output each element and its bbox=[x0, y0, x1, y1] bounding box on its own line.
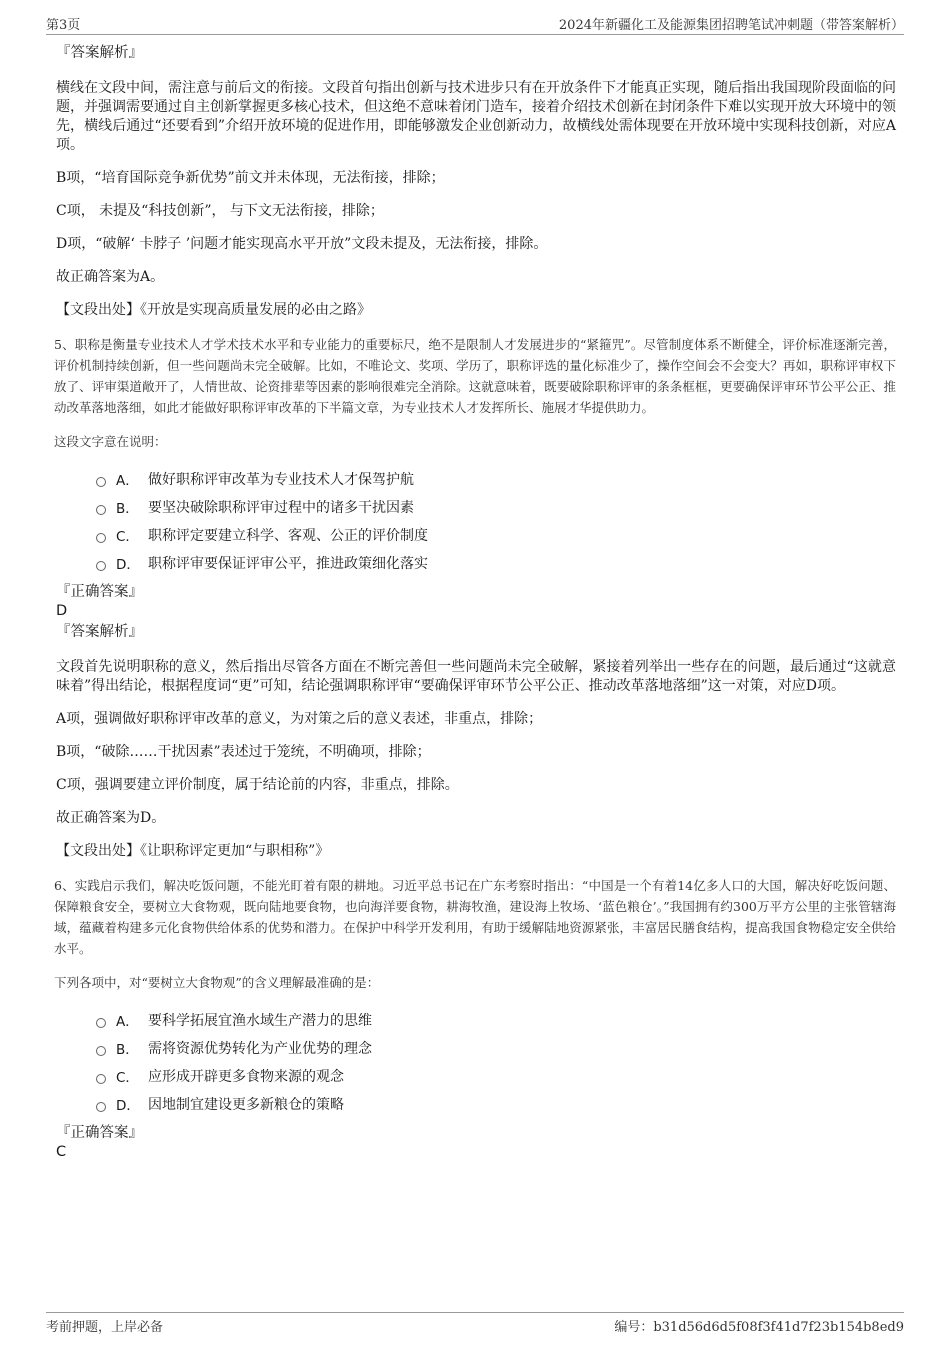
q6-option-b[interactable] bbox=[96, 1034, 896, 1062]
question-6 bbox=[56, 875, 896, 1162]
q5-option-a-note: A项，强调做好职称评审改革的意义，为对策之后的意义表述，非重点，排除； bbox=[56, 711, 543, 727]
q5-option-b-note: B项，“破除……干扰因素”表述过于笼统，不明确项，排除； bbox=[56, 744, 431, 760]
q4-conclusion: 故正确答案为A。 bbox=[56, 269, 165, 285]
q4-option-d-note: D项，“破解‘ 卡脖子 ’问题才能实现高水平开放”文段未提及，无法衔接，排除。 bbox=[56, 236, 548, 252]
option-letter: C． bbox=[116, 529, 139, 545]
radio-icon[interactable] bbox=[96, 505, 106, 515]
radio-icon[interactable] bbox=[96, 1102, 106, 1112]
q6-option-c[interactable] bbox=[96, 1062, 896, 1090]
option-letter: D． bbox=[116, 557, 140, 573]
q5-option-b[interactable] bbox=[96, 493, 896, 521]
page-content bbox=[56, 44, 896, 1164]
q4-analysis-label: 『答案解析』 bbox=[56, 45, 143, 61]
q5-option-d[interactable] bbox=[96, 549, 896, 577]
question-5 bbox=[56, 334, 896, 861]
radio-icon[interactable] bbox=[96, 1018, 106, 1028]
footer-serial: 编号：b31d56d6d5f08f3f41d7f23b154b8ed9 bbox=[614, 1320, 904, 1335]
q6-options bbox=[96, 1006, 896, 1118]
option-text: 职称评定要建立科学、客观、公正的评价制度 bbox=[148, 528, 428, 544]
option-letter: A． bbox=[116, 1014, 139, 1030]
q4-source: 【文段出处】《开放是实现高质量发展的必由之路》 bbox=[56, 302, 371, 318]
option-text: 需将资源优势转化为产业优势的理念 bbox=[148, 1041, 372, 1057]
q5-analysis-label: 『答案解析』 bbox=[56, 624, 143, 640]
q5-prompt: 这段文字意在说明： bbox=[54, 434, 167, 449]
q5-option-a[interactable] bbox=[96, 465, 896, 493]
q5-option-c[interactable] bbox=[96, 521, 896, 549]
q6-option-a[interactable] bbox=[96, 1006, 896, 1034]
q5-source: 【文段出处】《让职称评定更加“与职相称”》 bbox=[56, 843, 330, 859]
q4-option-c-note: C项， 未提及“科技创新”， 与下文无法衔接，排除； bbox=[56, 203, 384, 219]
option-text: 做好职称评审改革为专业技术人才保驾护航 bbox=[148, 472, 414, 488]
option-letter: C． bbox=[116, 1070, 139, 1086]
q6-prompt: 下列各项中，对“要树立大食物观”的含义理解最准确的是： bbox=[54, 975, 380, 990]
radio-icon[interactable] bbox=[96, 1046, 106, 1056]
page-footer bbox=[46, 1312, 904, 1335]
q4-analysis-text: 横线在文段中间，需注意与前后文的衔接。文段首句指出创新与技术进步只有在开放条件下才能真正实现，随后指出我国现阶段面临的问题，并强调需要通过自主创新掌握更多核心技术，但这绝不意味着闭门造车，接着介绍技术创新在封闭条件下难以实现开放大环境中的领先，横线后通过“还要看到”介绍开放环境的促进作用，即能够激发企业创新动力，故横线处需体现要在开放环境中实现科技创新，对应A项。 bbox=[56, 80, 896, 153]
option-letter: D． bbox=[116, 1098, 140, 1114]
q6-answer-label: 『正确答案』 bbox=[56, 1125, 143, 1141]
option-text: 因地制宜建设更多新粮仓的策略 bbox=[148, 1097, 344, 1113]
option-text: 要坚决破除职称评审过程中的诸多干扰因素 bbox=[148, 500, 414, 516]
q4-option-b-note: B项，“培育国际竞争新优势”前文并未体现，无法衔接，排除； bbox=[56, 170, 445, 186]
q5-options bbox=[96, 465, 896, 577]
option-text: 职称评审要保证评审公平，推进政策细化落实 bbox=[148, 556, 428, 572]
q6-option-d[interactable] bbox=[96, 1090, 896, 1118]
q5-option-c-note: C项，强调要建立评价制度，属于结论前的内容，非重点，排除。 bbox=[56, 777, 459, 793]
radio-icon[interactable] bbox=[96, 1074, 106, 1084]
q5-answer: D bbox=[56, 603, 68, 619]
q6-body: 6、实践启示我们，解决吃饭问题，不能光盯着有限的耕地。习近平总书记在广东考察时指出：“中国是一个有着14亿多人口的大国，解决好吃饭问题、保障粮食安全，要树立大食物观，既向陆地要食物，也向海洋要食物，耕海牧渔，建设海上牧场、‘蓝色粮仓’。”我国拥有约300万平方公里的主张管辖海域，蕴藏着构建多元化食物供给体系的优势和潜力。在保护中科学开发利用，有助于缓解陆地资源紧张，丰富居民膳食结构，提高我国食物稳定安全供给水平。 bbox=[54, 878, 896, 956]
q5-answer-label: 『正确答案』 bbox=[56, 584, 143, 600]
option-letter: A． bbox=[116, 473, 139, 489]
footer-slogan: 考前押题，上岸必备 bbox=[46, 1320, 164, 1335]
radio-icon[interactable] bbox=[96, 477, 106, 487]
radio-icon[interactable] bbox=[96, 533, 106, 543]
q5-conclusion: 故正确答案为D。 bbox=[56, 810, 166, 826]
option-letter: B． bbox=[116, 1042, 139, 1058]
q5-analysis-text: 文段首先说明职称的意义，然后指出尽管各方面在不断完善但一些问题尚未完全破解，紧接着列举出一些存在的问题，最后通过“这就意味着”得出结论，根据程度词“更”可知，结论强调职称评审“要确保评审环节公平公正、推动改革落地落细”这一对策，对应D项。 bbox=[56, 659, 896, 694]
page-header bbox=[46, 12, 904, 35]
page-number: 第3页 bbox=[46, 18, 81, 33]
option-text: 要科学拓展宜渔水域生产潜力的思维 bbox=[148, 1013, 372, 1029]
document-title: 2024年新疆化工及能源集团招聘笔试冲刺题（带答案解析） bbox=[558, 18, 904, 33]
option-text: 应形成开辟更多食物来源的观念 bbox=[148, 1069, 344, 1085]
radio-icon[interactable] bbox=[96, 561, 106, 571]
q6-answer: C bbox=[56, 1144, 67, 1160]
q5-body: 5、职称是衡量专业技术人才学术技术水平和专业能力的重要标尺，绝不是限制人才发展进步的“紧箍咒”。尽管制度体系不断健全，评价标准逐渐完善，评价机制持续创新，但一些问题尚未完全破解。比如，不唯论文、奖项、学历了，职称评选的量化标准少了，操作空间会不会变大？再如，职称评审权下放了、评审渠道敞开了，人情世故、论资排辈等因素的影响很难完全消除。这就意味着，既要破除职称评审的条条框框，更要确保评审环节公平公正、推动改革落地落细，如此才能做好职称评审改革的下半篇文章，为专业技术人才发挥所长、施展才华提供助力。 bbox=[54, 337, 896, 415]
option-letter: B． bbox=[116, 501, 139, 517]
q4-analysis-section bbox=[56, 44, 896, 320]
